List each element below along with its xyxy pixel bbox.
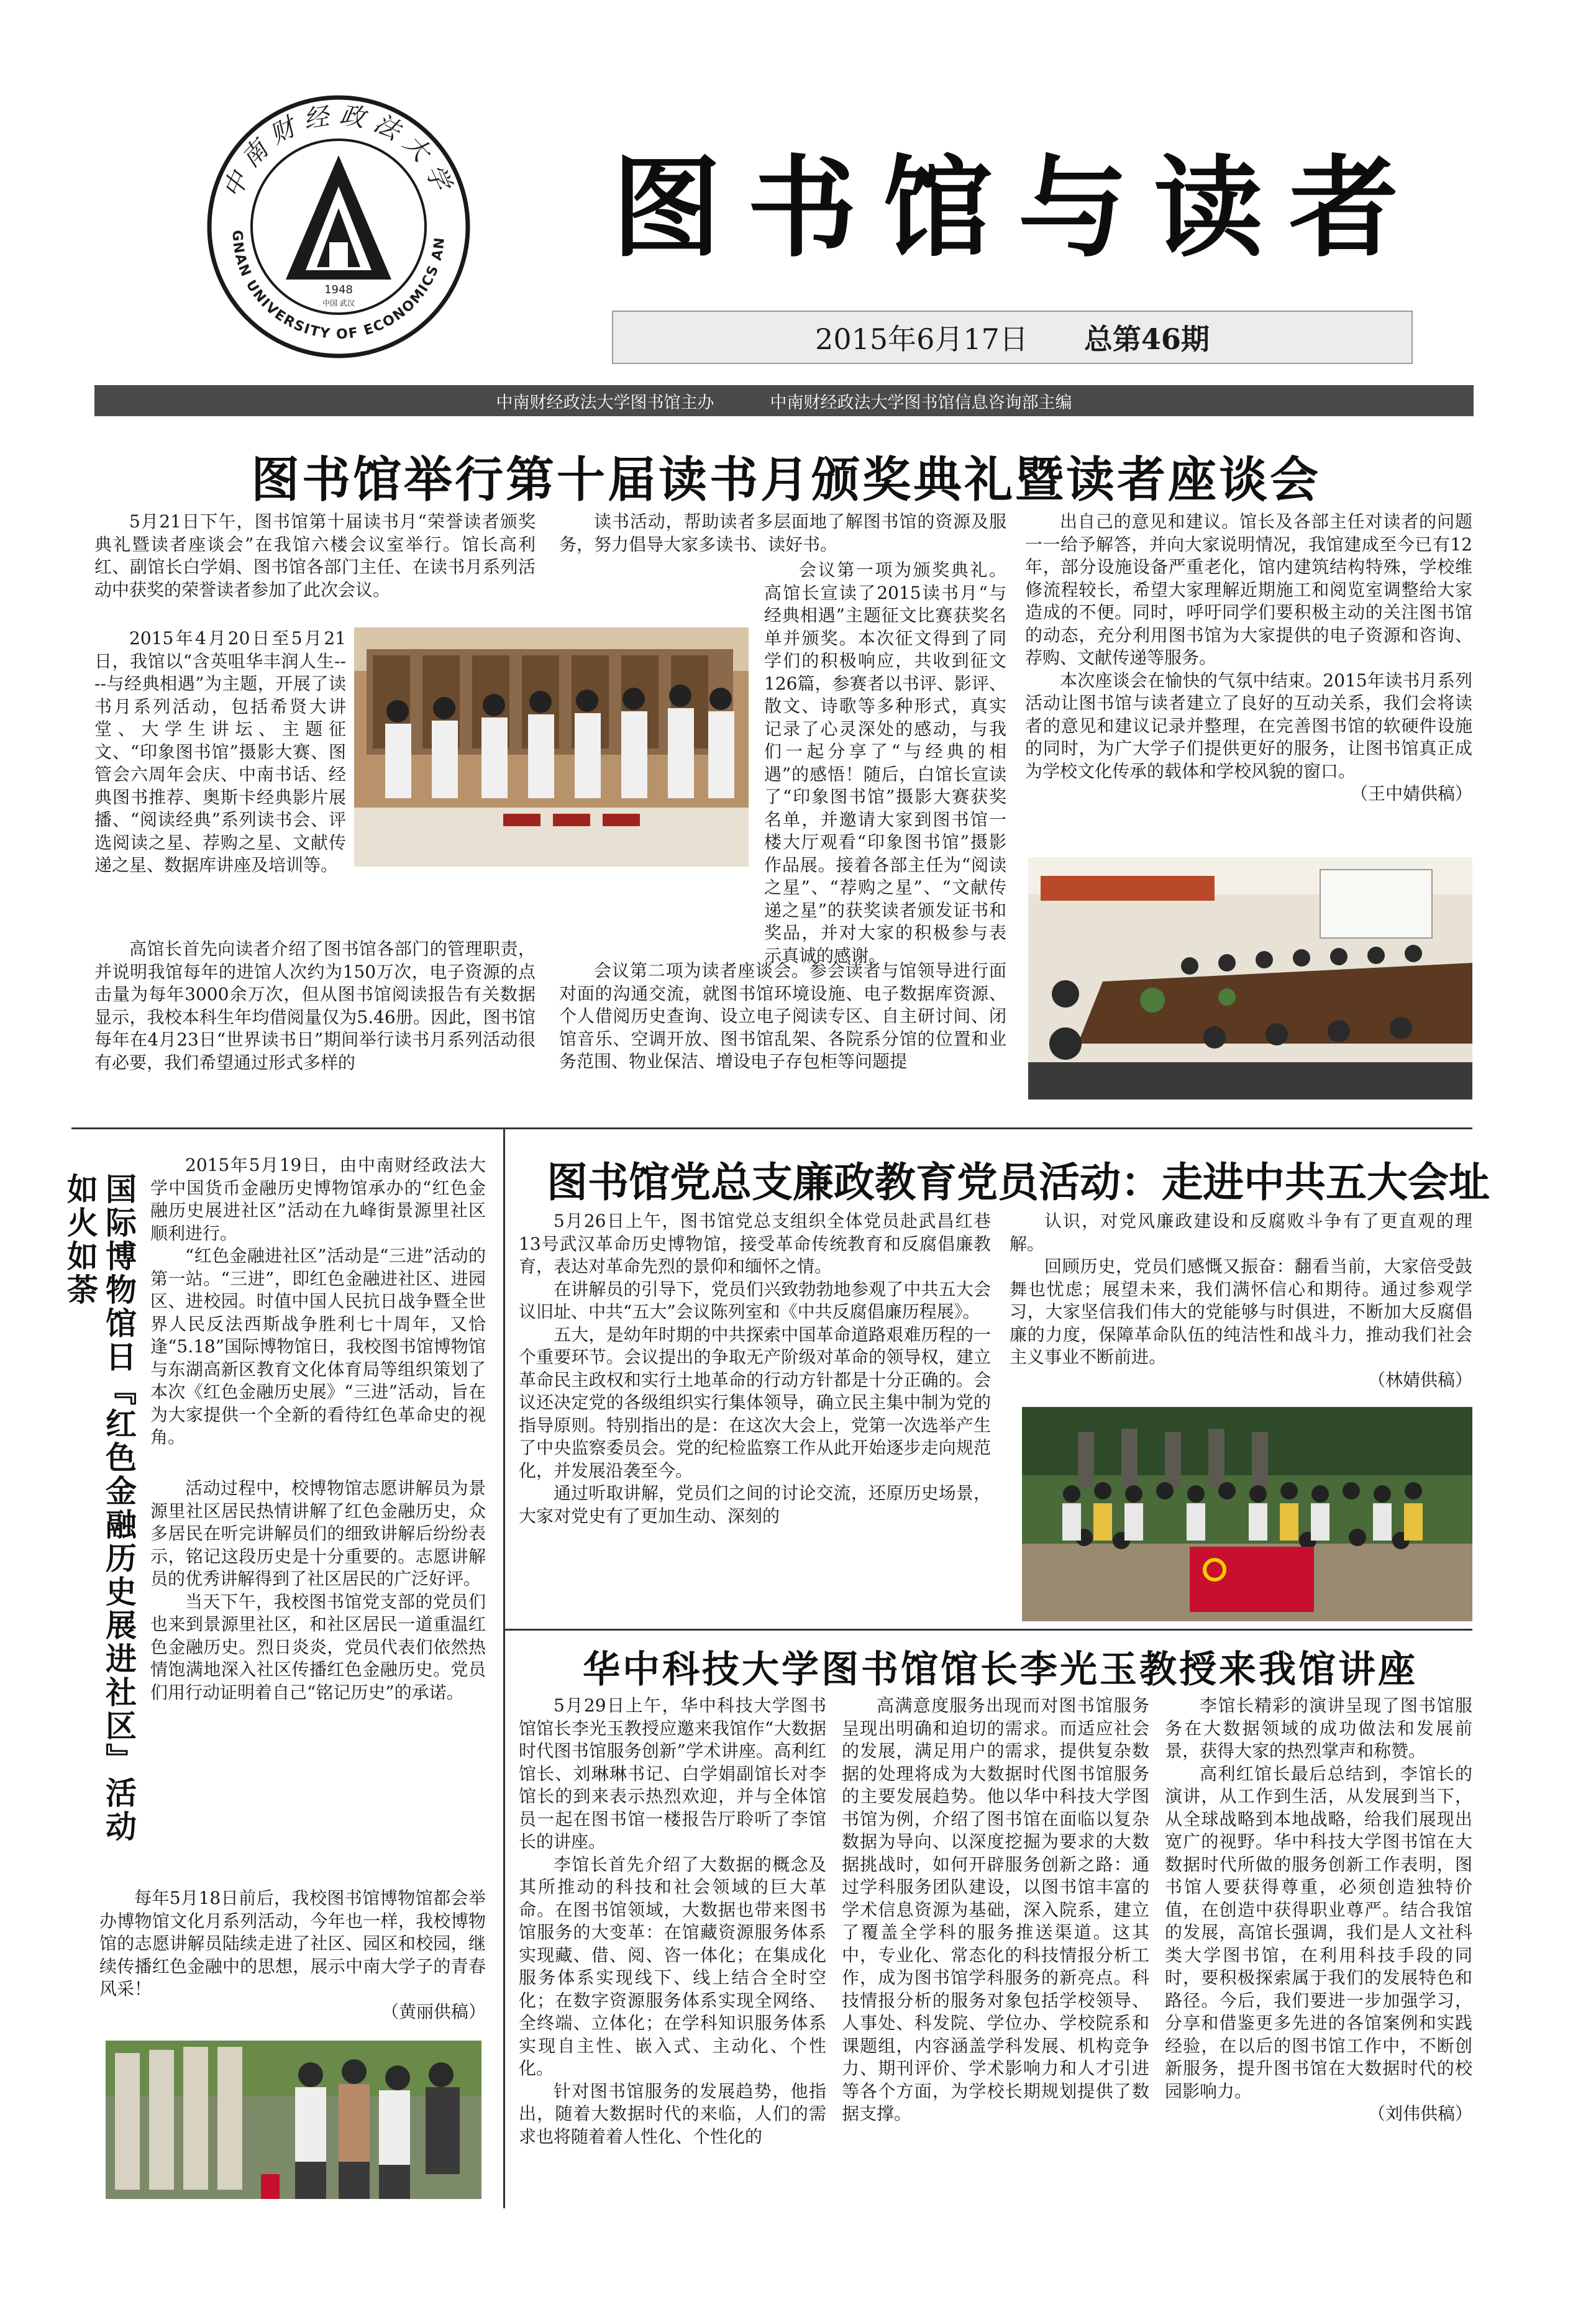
award-ceremony-photo	[354, 627, 749, 867]
article2-vertical-headline: 国际博物馆日『红色金融历史展进社区』活动如火如荼	[62, 1173, 137, 1844]
svg-text:中南财经政法大学: 中南财经政法大学	[217, 101, 460, 203]
article2-para: 当天下午，我校图书馆党支部的党员们也来到景源里社区，和社区居民一道重温红色金融历史。烈日炎炎，党员代表们依然热情饱满地深入社区传播红色金融历史。党员们用行动证明着自己“铭记历史”的承诺。	[150, 1591, 486, 1703]
section-divider	[71, 1127, 503, 1129]
article1-credit: （王中婧供稿）	[1350, 783, 1472, 804]
article2-body	[150, 1477, 486, 1887]
article4-para: 5月29日上午，华中科技大学图书馆馆长李光玉教授应邀来我馆作“大数据时代图书馆服务创新”学术讲座。高利红馆长、刘琳琳书记、白学娟副馆长对李馆长的到来表示热烈欢迎，并与全体馆员一起在图书馆一楼报告厅聆听了李馆长的讲座。	[519, 1695, 826, 1852]
article4-col2	[842, 1695, 1149, 2207]
article1-para: 2015年4月20日至5月21日，我馆以“含英咀华丰润人生----与经典相遇”为主题，开展了读书月系列活动，包括希贤大讲堂、大学生讲坛、主题征文、“印象图书馆”摄影大赛、图管会六周年会庆、中南书话、经典图书推荐、奥斯卡经典影片展播、“阅读经典”系列读书会、评选阅读之星、荐购之星、文献传递之星、数据库讲座及培训等。	[94, 628, 346, 875]
sponsor-text: 中南财经政法大学图书馆主办	[496, 393, 714, 412]
article2-para: “红色金融进社区”活动是“三进”活动的第一站。“三进”，即红色金融进社区、进园区、进校园。时值中国人民抗日战争暨全世界人民反法西斯战争胜利七十周年，又恰逢“5.18”国际博物馆日，我校图书馆博物馆与东湖高新区教育文化体育局等组织策划了本次《红色金融历史展》“三进”活动，旨在为大家提供一个全新的看待红色革命史的视角。	[150, 1245, 486, 1447]
article4-col3	[1165, 1695, 1472, 2207]
article3-credit: （林婧供稿）	[1367, 1369, 1472, 1390]
article4-para: 高利红馆长最后总结到，李馆长的演讲，从工作到生活，从发展到当下，从全球战略到本地战略，给我们展现出宽广的视野。华中科技大学图书馆在大数据时代所做的服务创新工作表明，图书馆人要获得尊重，必须创造独特价值，在创造中获得职业尊严。结合我馆的发展，高馆长强调，我们是人文社科类大学图书馆，在利用科技手段的同时，要积极探索属于我们的发展特色和路径。今后，我们要进一步加强学习，分享和借鉴更多先进的各馆案例和实践经验，在以后的图书馆工作中，不断创新服务，提升图书馆在大数据时代的校园影响力。	[1165, 1763, 1472, 2101]
party-group-photo	[1022, 1407, 1472, 1621]
article3-para: 回顾历史，党员们感慨又振奋：翻看当前，大家倍受鼓舞也忧虑；展望未来，我们满怀信心和期待。通过参观学习，大家坚信我们伟大的党能够与时俱进，不断加大反腐倡廉的力度，保障革命队伍的纯洁性和战斗力，推动我们社会主义事业不断前进。	[1010, 1256, 1472, 1367]
article4-para: 高满意度服务出现而对图书馆服务呈现出明确和迫切的需求。而适应社会的发展，满足用户的需求，提供复杂数据的处理将成为大数据时代图书馆服务的主要发展趋势。他以华中科技大学图书馆为例，介绍了图书馆在面临以复杂数据为导向、以深度挖掘为要求的大数据挑战时，如何开辟服务创新之路：通过学科服务团队建设，以图书馆丰富的学术信息资源为基础，深入院系，建立了覆盖全学科的服务推送渠道。这其中，专业化、常态化的科技情报分析工作，成为图书馆学科服务的新亮点。科技情报分析的服务对象包括学校领导、人事处、科发院、学位办、学校院系和课题组，内容涵盖学科发展、机构竞争力、期刊评价、学术影响力和人才引进等各个方面，为学校长期规划提供了数据支撑。	[842, 1695, 1149, 2124]
issue-info-box	[612, 311, 1413, 364]
article1-para: 会议第一项为颁奖典礼。高馆长宣读了2015读书月“与经典相遇”主题征文比赛获奖名单并颁奖。本次征文得到了同学们的积极响应，共收到征文126篇，参赛者以书评、影评、散文、诗歌等多种形式，真实记录了心灵深处的感动，与我们一起分享了“与经典的相遇”的感悟！随后，白馆长宣读了“印象图书馆”摄影大赛获奖名单，并邀请大家到图书馆一楼大厅观看“印象图书馆”摄影作品展。接着各部主任为“阅读之星”、“荐购之星”、“文献传递之星”的获奖读者颁发证书和奖品，并对大家的积极参与表示真诚的感谢。	[764, 560, 1006, 966]
editor-text: 中南财经政法大学图书馆信息咨询部主编	[770, 393, 1072, 412]
article3-col1	[519, 1210, 991, 1626]
seal-graphic	[205, 93, 472, 360]
article1-para: 出自己的意见和建议。馆长及各部主任对读者的问题一一给予解答，并向大家说明情况，我馆建成至今已有12年，部分设施设备严重老化，馆内建筑结构特殊，学校维修流程较长，希望大家理解近期施工和阅览室调整给大家造成的不便。同时，呼吁同学们要积极主动的关注图书馆的动态，充分利用图书馆为大家提供的电子资源和咨询、荐购、文献传递等服务。	[1025, 511, 1472, 668]
university-seal-logo	[205, 93, 472, 360]
svg-text:中国 武汉: 中国 武汉	[322, 299, 355, 307]
article1-col1-bottom	[94, 938, 536, 1093]
newspaper-title: 图书馆与读者	[612, 143, 1425, 272]
article4-col1	[519, 1695, 826, 2207]
article2-para: 活动过程中，校博物馆志愿讲解员为景源里社区居民热情讲解了红色金融历史，众多居民在听完讲解员们的细致讲解后纷纷表示，铭记这段历史是十分重要的。志愿讲解员的优秀讲解得到了社区居民的广泛好评。	[150, 1478, 486, 1589]
article1-para: 会议第二项为读者座谈会。参会读者与馆领导进行面对面的沟通交流，就图书馆环境设施、电子数据库资源、个人借阅历史查询、设立电子阅读专区、自主研讨间、闭馆音乐、空调开放、图书馆乱架、各院系分馆的位置和业务范围、物业保洁、增设电子存包柜等问题提	[559, 960, 1006, 1072]
article4-para: 李馆长精彩的演讲呈现了图书馆服务在大数据领域的成功做法和发展前景，获得大家的热烈掌声和称赞。	[1165, 1695, 1472, 1761]
article3-para: 五大，是幼年时期的中共探索中国革命道路艰难历程的一个重要环节。会议提出的争取无产阶级对革命的领导权，建立革命民主政权和实行土地革命的行动方针都是十分正确的。会议还决定党的各级组织实行集体领导，确立民主集中制为党的指导原则。特别指出的是：在这次大会上，党第一次选举产生了中央监察委员会。党的纪检监察工作从此开始逐步走向规范化，并发展沿袭至今。	[519, 1324, 991, 1481]
issue-number: 总第46期	[1083, 322, 1210, 356]
article1-col3	[1025, 511, 1472, 840]
article1-col1-wrap	[94, 627, 346, 938]
article2-credit: （黄丽供稿）	[381, 2001, 486, 2022]
article2-para: 2015年5月19日，由中南财经政法大学中国货币金融历史博物馆承办的“红色金融历史展进社区”活动在九峰街景源里社区顺利进行。	[150, 1155, 486, 1244]
article3-headline: 图书馆党总支廉政教育党员活动：走进中共五大会址	[547, 1159, 1490, 1206]
article2-tail	[99, 1887, 486, 2030]
reader-forum-photo	[1028, 857, 1472, 1099]
community-exhibition-photo	[106, 2041, 481, 2199]
issue-date: 2015年6月17日	[815, 322, 1028, 356]
article2-wrap	[150, 1154, 486, 1477]
svg-text:1948: 1948	[324, 283, 353, 296]
article1-para: 5月21日下午，图书馆第十届读书月“荣誉读者颁奖典礼暨读者座谈会”在我馆六楼会议室举行。馆长高利红、副馆长白学娟、图书馆各部门主任、在读书月系列活动中获奖的荣誉读者参加了此次会议。	[94, 511, 536, 600]
article2-para: 每年5月18日前后，我校图书馆博物馆都会举办博物馆文化月系列活动，今年也一样，我校博物馆的志愿讲解员陆续走进了社区、园区和校园，继续传播红色金融中的思想，展示中南大学子的青春风采！	[99, 1888, 486, 1999]
sponsor-bar	[94, 385, 1474, 416]
article4-headline: 华中科技大学图书馆馆长李光玉教授来我馆讲座	[583, 1648, 1418, 1691]
article3-para: 通过听取讲解，党员们之间的讨论交流，还原历史场景，大家对党史有了更加生动、深刻的	[519, 1483, 991, 1526]
article1-col2-wrap	[764, 559, 1006, 966]
svg-text:ZHONGNAN UNIVERSITY OF ECONOMI: GNAN UNIVERSITY OF ECONOMICS AN	[229, 229, 449, 343]
article1-para: 本次座谈会在愉快的气氛中结束。2015年读书月系列活动让图书馆与读者建立了良好的互动关系，我们会将读者的意见和建议记录并整理，在完善图书馆的软硬件设施的同时，为广大学子们提供更好的服务，让图书馆真正成为学校文化传承的载体和学校风貌的窗口。	[1025, 670, 1472, 781]
article3-para: 5月26日上午，图书馆党总支组织全体党员赴武昌红巷13号武汉革命历史博物馆，接受革命传统教育和反腐倡廉教育，表达对革命先烈的景仰和缅怀之情。	[519, 1211, 991, 1277]
article1-col2-bottom	[559, 960, 1006, 1093]
article1-para: 高馆长首先向读者介绍了图书馆各部门的管理职责，并说明我馆每年的进馆人次约为150万次，电子资源的点击量为每年3000余万次，但从图书馆阅读报告有关数据显示，我校本科生年均借阅量仅为5.46册。因此，图书馆每年在4月23日“世界读书日”期间举行读书月系列活动很有必要，我们希望通过形式多样的	[94, 939, 536, 1073]
section-divider	[503, 1127, 1472, 1129]
article3-col2	[1010, 1210, 1472, 1396]
article1-para: 读书活动，帮助读者多层面地了解图书馆的资源及服务，努力倡导大家多读书、读好书。	[559, 511, 1006, 555]
article3-para: 认识，对党风廉政建设和反腐败斗争有了更直观的理解。	[1010, 1211, 1472, 1254]
section-divider	[503, 1629, 1472, 1631]
article1-col1-top	[94, 511, 536, 629]
article4-credit: （刘伟供稿）	[1367, 2103, 1472, 2124]
column-divider	[503, 1127, 505, 2208]
article1-col2-top	[559, 511, 1006, 560]
article4-para: 针对图书馆服务的发展趋势，他指出，随着大数据时代的来临，人们的需求也将随着着人性化、个性化的	[519, 2080, 826, 2147]
article4-para: 李馆长首先介绍了大数据的概念及其所推动的科技和社会领域的巨大革命。在图书馆领域，大数据也带来图书馆服务的大变革：在馆藏资源服务体系实现藏、借、阅、咨一体化；在集成化服务体系实现线下、线上结合全时空化；在数字资源服务体系实现全网络、全终端、立体化；在学科知识服务体系实现自主性、嵌入式、主动化、个性化。	[519, 1854, 826, 2078]
article1-headline: 图书馆举行第十届读书月颁奖典礼暨读者座谈会	[250, 452, 1321, 508]
article3-para: 在讲解员的引导下，党员们兴致勃勃地参观了中共五大会议旧址、中共“五大”会议陈列室和《中共反腐倡廉历程展》。	[519, 1278, 991, 1322]
